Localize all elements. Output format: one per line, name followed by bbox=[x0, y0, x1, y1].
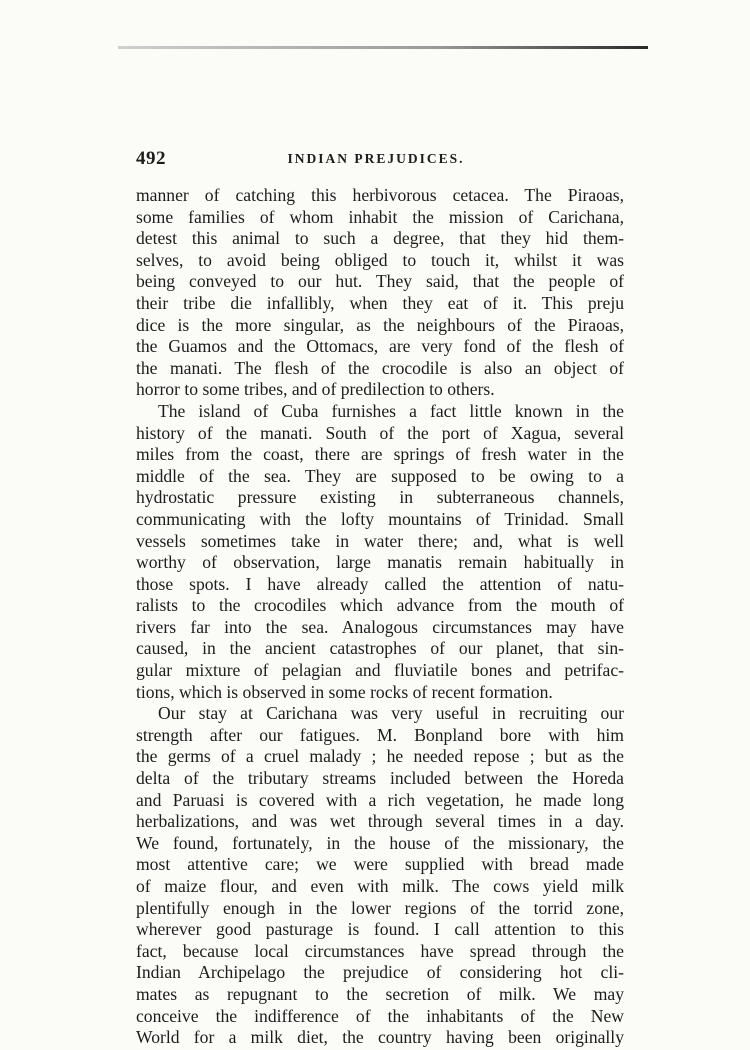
text-line: wherever good pasturage is found. I call attention to this bbox=[136, 919, 624, 940]
page-number: 492 bbox=[136, 148, 166, 169]
text-line: the manati. The flesh of the crocodile is also an object of bbox=[136, 357, 624, 378]
running-title: INDIAN PREJUDICES. bbox=[287, 151, 465, 166]
text-line: their tribe die infallibly, when they eat of it. This preju bbox=[136, 292, 624, 313]
text-line: the germs of a cruel malady ; he needed repose ; but as the bbox=[136, 746, 624, 767]
text-line: herbalizations, and was wet through several times in a day. bbox=[136, 811, 624, 832]
top-rule bbox=[118, 46, 648, 49]
text-line: mates as repugnant to the secretion of milk. We may bbox=[136, 983, 624, 1004]
text-line: fact, because local circumstances have spread through the bbox=[136, 940, 624, 961]
text-line: conceive the indifference of the inhabitants of the New bbox=[136, 1005, 624, 1026]
text-line: horror to some tribes, and of predilection to others. bbox=[136, 379, 495, 400]
text-line: manner of catching this herbivorous cetacea. The Piraoas, bbox=[136, 185, 624, 205]
text-line: vessels sometimes take in water there; and, what is well bbox=[136, 530, 624, 551]
text-line: plentifully enough in the lower regions of the torrid zone, bbox=[136, 897, 624, 918]
text-line: World for a milk diet, the country having been originally bbox=[136, 1027, 624, 1048]
text-line: The island of Cuba furnishes a fact little known in the bbox=[158, 400, 624, 421]
text-line: gular mixture of pelagian and fluviatile bones and petrifac- bbox=[136, 660, 624, 681]
text-line: caused, in the ancient catastrophes of our planet, that sin- bbox=[136, 638, 624, 659]
text-line: detest this animal to such a degree, that they hid them- bbox=[136, 228, 624, 249]
text-line: rivers far into the sea. Analogous circumstances may have bbox=[136, 616, 624, 637]
text-line: those spots. I have already called the attention of natu- bbox=[136, 573, 624, 594]
text-line: most attentive care; we were supplied with bread made bbox=[136, 854, 624, 875]
text-line: worthy of observation, large manatis remain habitually in bbox=[136, 552, 624, 573]
text-line: We found, fortunately, in the house of the missionary, the bbox=[136, 832, 624, 853]
text-line: miles from the coast, there are springs of fresh water in the bbox=[136, 444, 624, 465]
text-line: tions, which is observed in some rocks of recent formation. bbox=[136, 681, 553, 702]
text-line: ralists to the crocodiles which advance from the mouth of bbox=[136, 595, 624, 616]
text-line: the Guamos and the Ottomacs, are very fond of the flesh of bbox=[136, 336, 624, 357]
text-line: dice is the more singular, as the neighbours of the Piraoas, bbox=[136, 314, 624, 335]
text-line: delta of the tributary streams included between the Horeda bbox=[136, 768, 624, 789]
text-line: Our stay at Carichana was very useful in recruiting our bbox=[158, 703, 624, 724]
text-line: being conveyed to our hut. They said, that the people of bbox=[136, 271, 624, 292]
text-line: of maize flour, and even with milk. The cows yield milk bbox=[136, 876, 624, 896]
text-line: hydrostatic pressure existing in subterraneous channels, bbox=[136, 487, 624, 508]
text-line: middle of the sea. They are supposed to be owing to a bbox=[136, 465, 624, 486]
text-line: communicating with the lofty mountains of Trinidad. Small bbox=[136, 508, 624, 529]
text-line: selves, to avoid being obliged to touch it, whilst it was bbox=[136, 249, 624, 270]
body-text bbox=[136, 185, 624, 1049]
text-line: history of the manati. South of the port of Xagua, several bbox=[136, 422, 624, 443]
text-line: strength after our fatigues. M. Bonpland bore with him bbox=[136, 724, 624, 745]
page-header bbox=[136, 148, 616, 172]
text-line: Indian Archipelago the prejudice of considering hot cli- bbox=[136, 962, 624, 983]
text-line: some families of whom inhabit the mission of Carichana, bbox=[136, 206, 624, 227]
text-line: and Paruasi is covered with a rich vegetation, he made long bbox=[136, 789, 624, 810]
